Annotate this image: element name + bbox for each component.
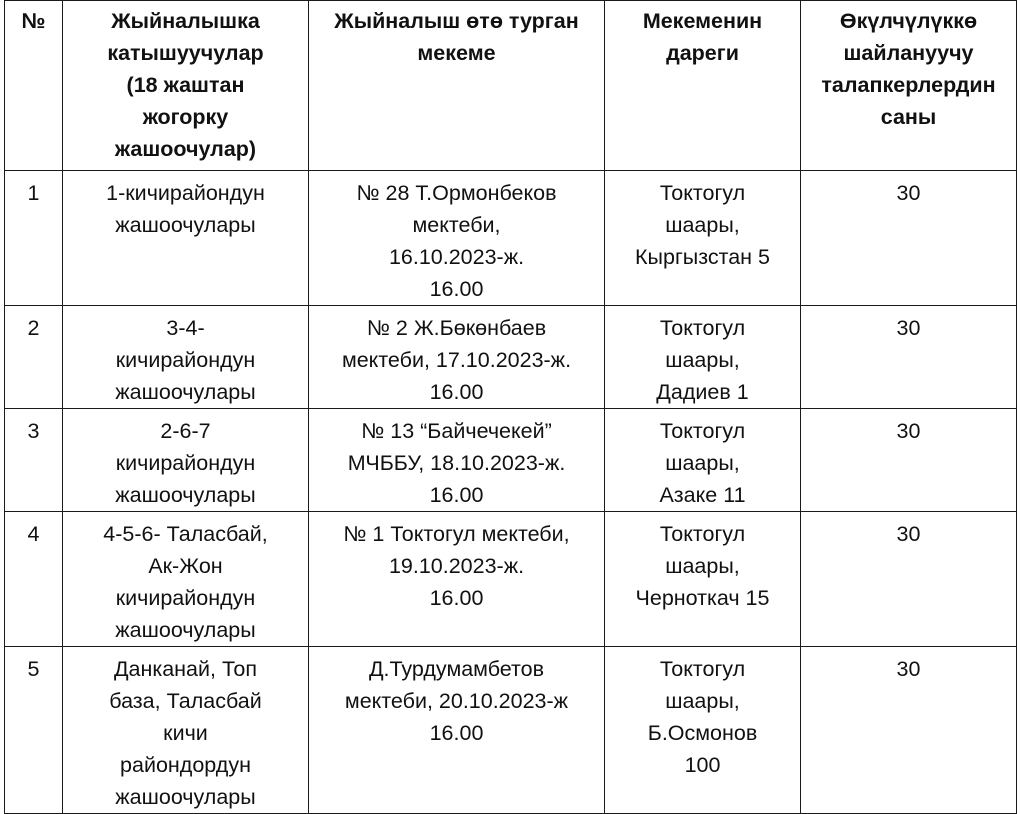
cell-address xyxy=(605,171,801,306)
cell-line: Токтогул xyxy=(659,181,746,205)
header-line: Жыйналыш өтө турган xyxy=(334,9,579,33)
cell-participants xyxy=(63,409,309,512)
cell-line: 3-4- xyxy=(166,316,205,340)
cell-address xyxy=(605,647,801,814)
header-count xyxy=(801,1,1017,171)
cell-line: шаары, xyxy=(665,213,740,237)
cell-line: 16.00 xyxy=(429,380,484,404)
cell-line: Токтогул xyxy=(659,522,746,546)
cell-line: Данканай, Топ xyxy=(113,657,258,681)
cell-line: шаары, xyxy=(665,689,740,713)
header-line: талапкерлердин xyxy=(821,73,996,97)
cell-num xyxy=(5,512,63,647)
cell-line: база, Таласбай xyxy=(109,689,262,713)
header-line: жашоочулар) xyxy=(114,137,257,161)
header-line: мекеме xyxy=(417,41,496,65)
cell-line: Кыргызстан 5 xyxy=(635,245,770,269)
cell-line: МЧББУ, 18.10.2023-ж. xyxy=(347,451,566,475)
cell-count xyxy=(801,512,1017,647)
cell-line: шаары, xyxy=(665,451,740,475)
header-participants xyxy=(63,1,309,171)
cell-line: райондордун xyxy=(120,753,251,777)
cell-line: Токтогул xyxy=(659,657,746,681)
cell-line: Токтогул xyxy=(659,419,746,443)
table-row xyxy=(5,306,1017,409)
cell-line: кичи xyxy=(163,721,208,745)
cell-count xyxy=(801,647,1017,814)
cell-address xyxy=(605,306,801,409)
cell-num xyxy=(5,306,63,409)
cell-line: 16.10.2023-ж. xyxy=(388,245,525,269)
cell-participants xyxy=(63,647,309,814)
cell-num xyxy=(5,409,63,512)
cell-participants xyxy=(63,306,309,409)
cell-line: № 1 Токтогул мектеби, xyxy=(343,522,570,546)
header-address xyxy=(605,1,801,171)
cell-line: кичирайондун xyxy=(115,451,256,475)
header-line: шайлануучу xyxy=(843,41,974,65)
cell-line: мектеби, xyxy=(412,213,501,237)
cell-line: 16.00 xyxy=(429,586,484,610)
table-row xyxy=(5,171,1017,306)
header-line: Өкүлчүлүккө xyxy=(839,9,978,33)
cell-line: Токтогул xyxy=(659,316,746,340)
cell-line: 1 xyxy=(27,181,40,205)
cell-line: 16.00 xyxy=(429,721,484,745)
cell-line: 4 xyxy=(27,522,40,546)
cell-count xyxy=(801,409,1017,512)
cell-line: 30 xyxy=(896,657,921,681)
header-line: жогорку xyxy=(142,105,229,129)
cell-line: жашоочулары xyxy=(115,785,256,809)
cell-line: мектеби, 20.10.2023-ж xyxy=(344,689,569,713)
header-line: Мекеменин xyxy=(642,9,763,33)
cell-line: 16.00 xyxy=(429,277,484,301)
cell-participants xyxy=(63,171,309,306)
cell-line: 30 xyxy=(896,181,921,205)
header-line: (18 жаштан xyxy=(126,73,245,97)
cell-venue xyxy=(309,512,605,647)
cell-line: № 13 “Байчечекей” xyxy=(361,419,552,443)
header-line: Жыйналышка xyxy=(111,9,260,33)
cell-line: № 2 Ж.Бөкөнбаев xyxy=(366,316,547,340)
cell-count xyxy=(801,171,1017,306)
cell-line: жашоочулары xyxy=(115,483,256,507)
cell-participants xyxy=(63,512,309,647)
cell-line: 5 xyxy=(27,657,40,681)
cell-line: шаары, xyxy=(665,348,740,372)
header-venue xyxy=(309,1,605,171)
cell-line: Черноткач 15 xyxy=(635,586,770,610)
cell-line: Ак-Жон xyxy=(148,554,223,578)
table-row xyxy=(5,409,1017,512)
cell-line: 4-5-6- Таласбай, xyxy=(103,522,268,546)
cell-line: жашоочулары xyxy=(115,618,256,642)
cell-line: 3 xyxy=(27,419,40,443)
cell-venue xyxy=(309,306,605,409)
cell-line: 1-кичирайондун xyxy=(106,181,265,205)
cell-line: шаары, xyxy=(665,554,740,578)
cell-line: жашоочулары xyxy=(115,380,256,404)
cell-venue xyxy=(309,647,605,814)
cell-line: Д.Турдумамбетов xyxy=(368,657,545,681)
cell-line: 100 xyxy=(684,753,721,777)
header-line: дареги xyxy=(666,41,739,65)
cell-count xyxy=(801,306,1017,409)
cell-num xyxy=(5,647,63,814)
header-line: саны xyxy=(880,105,937,129)
cell-line: 2-6-7 xyxy=(160,419,211,443)
cell-line: 30 xyxy=(896,419,921,443)
cell-line: кичирайондун xyxy=(115,348,256,372)
cell-address xyxy=(605,512,801,647)
cell-num xyxy=(5,171,63,306)
header-line: № xyxy=(21,9,46,33)
cell-line: кичирайондун xyxy=(115,586,256,610)
cell-line: 2 xyxy=(27,316,40,340)
cell-line: Дадиев 1 xyxy=(656,380,749,404)
cell-venue xyxy=(309,171,605,306)
meetings-table xyxy=(4,0,1017,814)
table-header-row xyxy=(5,1,1017,171)
cell-line: 30 xyxy=(896,522,921,546)
header-num xyxy=(5,1,63,171)
cell-line: 30 xyxy=(896,316,921,340)
cell-line: 16.00 xyxy=(429,483,484,507)
cell-line: мектеби, 17.10.2023-ж. xyxy=(341,348,572,372)
cell-line: жашоочулары xyxy=(115,213,256,237)
table-row xyxy=(5,647,1017,814)
cell-address xyxy=(605,409,801,512)
cell-line: Азаке 11 xyxy=(659,483,746,507)
cell-line: № 28 Т.Ормонбеков xyxy=(356,181,557,205)
cell-line: Б.Осмонов xyxy=(647,721,758,745)
header-line: катышуучулар xyxy=(107,41,264,65)
cell-line: 19.10.2023-ж. xyxy=(388,554,525,578)
cell-venue xyxy=(309,409,605,512)
table-row xyxy=(5,512,1017,647)
